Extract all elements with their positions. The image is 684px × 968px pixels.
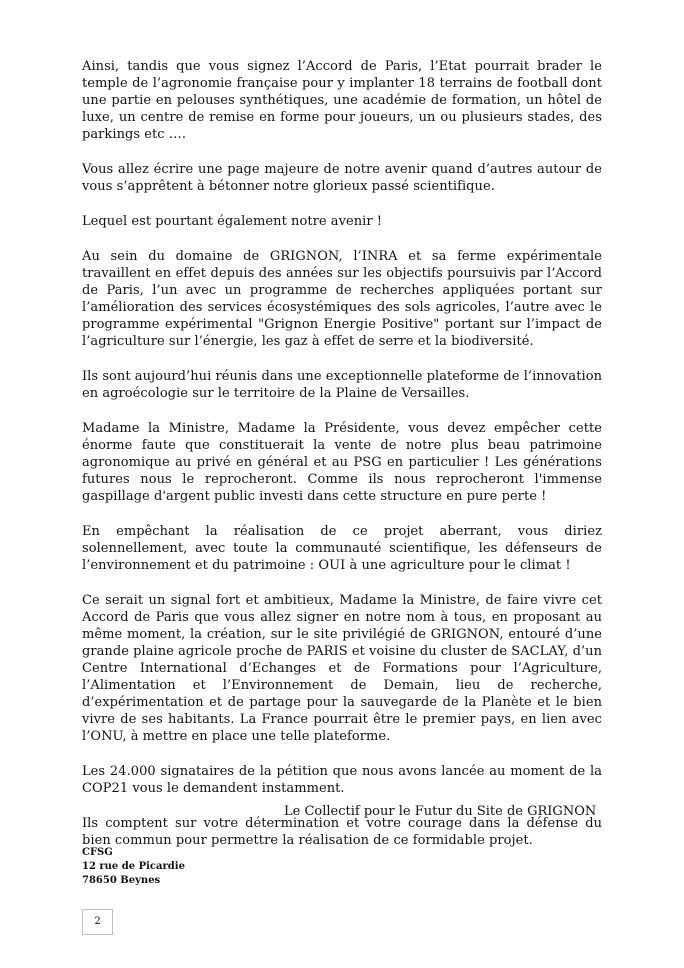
address-city: 78650 Beynes — [82, 875, 161, 886]
page-number: 2 — [82, 909, 113, 935]
paragraph: Ainsi, tandis que vous signez l’Accord de Paris, l’Etat pourrait brader le temple de l’agronomie française pour y implanter 18 terrains de football dont une partie en pelouses synthétiques, une académie de formation, un hôtel de luxe, un centre de remise en forme pour joueurs, un ou plusieurs stades, des parkings etc …. — [82, 59, 602, 142]
sender-address — [82, 846, 185, 888]
signature: Le Collectif pour le Futur du Site de GRIGNON — [284, 804, 597, 819]
address-org: CFSG — [82, 847, 113, 858]
paragraph: Les 24.000 signataires de la pétition que nous avons lancée au moment de la COP21 vous le demandent instamment. — [82, 764, 602, 796]
paragraph: Vous allez écrire une page majeure de notre avenir quand d’autres autour de vous s’apprêtent à bétonner notre glorieux passé scientifique. — [82, 162, 602, 194]
paragraph: En empêchant la réalisation de ce projet aberrant, vous diriez solennellement, avec toute la communauté scientifique, les défenseurs de l’environnement et du patrimoine : OUI à une agriculture pour le climat ! — [82, 524, 602, 573]
address-street: 12 rue de Picardie — [82, 861, 185, 872]
paragraph: Au sein du domaine de GRIGNON, l’INRA et sa ferme expérimentale travaillent en effet depuis des années sur les objectifs poursuivis par l’Accord de Paris, l’un avec un programme de recherches appliquées portant sur l’amélioration des services écosystémiques des sols agricoles, l’autre avec le programme expérimental "Grignon Energie Positive" portant sur l’impact de l’agriculture sur l’énergie, les gaz à effet de serre et la biodiversité. — [82, 249, 602, 349]
paragraph: Ils sont aujourd’hui réunis dans une exceptionnelle plateforme de l’innovation en agroécologie sur le territoire de la Plaine de Versailles. — [82, 369, 602, 401]
paragraph: Ce serait un signal fort et ambitieux, Madame la Ministre, de faire vivre cet Accord de Paris que vous allez signer en notre nom à tous, en proposant au même moment, la création, sur le site privilégié de GRIGNON, entouré d’une grande plaine agricole proche de PARIS et voisine du cluster de SACLAY, d’un Centre International d’Echanges et de Formations pour l’Agriculture, l’Alimentation et l’Environnement de Demain, lieu de recherche, d’expérimentation et de partage pour la sauvegarde de la Planète et le bien vivre de ses habitants. La France pourrait être le premier pays, en lien avec l’ONU, à mettre en place une telle plateforme. — [82, 593, 602, 744]
paragraph: Lequel est pourtant également notre avenir ! — [82, 214, 383, 229]
letter-body — [82, 58, 602, 867]
paragraph: Ils comptent sur votre détermination et votre courage dans la défense du bien commun pour permettre la réalisation de ce formidable projet. — [82, 816, 602, 848]
paragraph: Madame la Ministre, Madame la Présidente, vous devez empêcher cette énorme faute que constituerait la vente de notre plus beau patrimoine agronomique au privé en général et au PSG en particulier ! Les générations futures nous le reprocheront. Comme ils nous reprocheront l'immense gaspillage d'argent public investi dans cette structure en pure perte ! — [82, 421, 602, 504]
